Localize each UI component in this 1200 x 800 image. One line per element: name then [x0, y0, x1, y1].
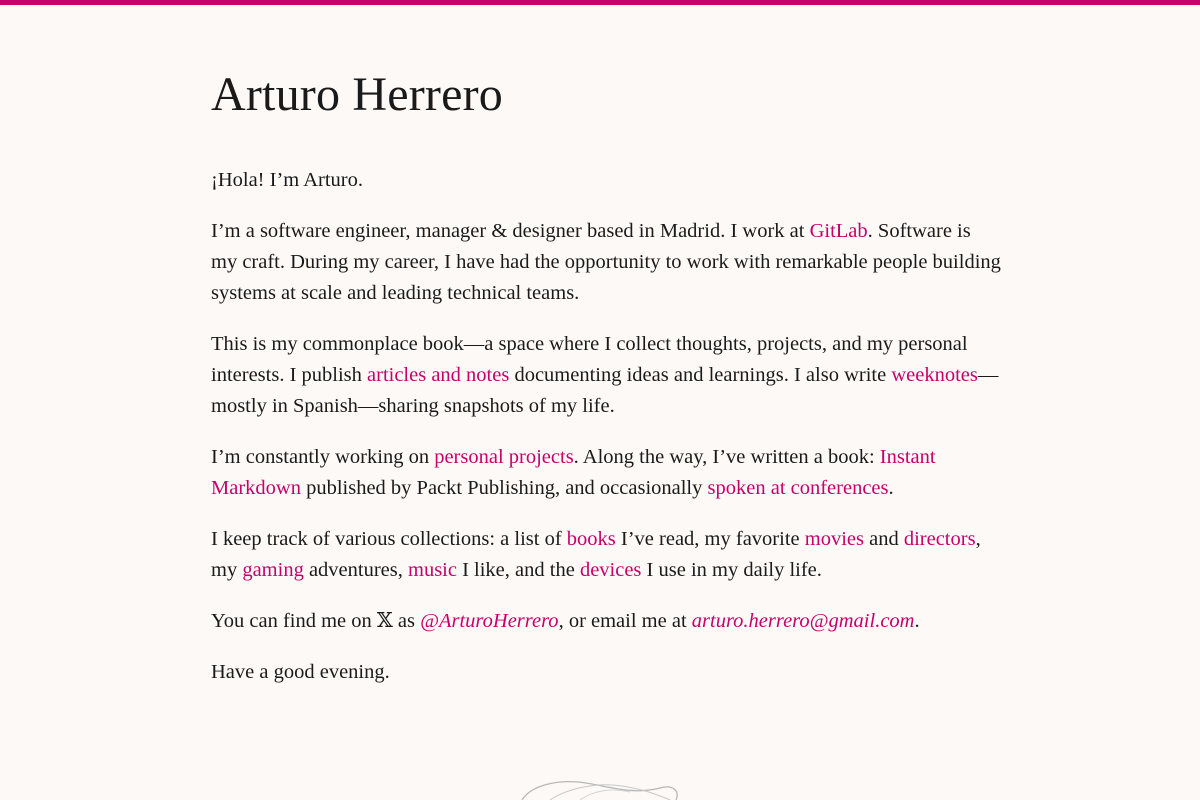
collections-text-4: , my: [211, 528, 981, 581]
personal-projects-link[interactable]: personal projects: [434, 446, 574, 468]
collections-paragraph: [211, 524, 1001, 586]
devices-link[interactable]: devices: [579, 559, 642, 581]
signature-flourish-icon: [510, 770, 690, 800]
projects-text-3: published by Packt Publishing, and occasionally: [300, 477, 708, 499]
articles-notes-link[interactable]: articles and notes: [367, 364, 510, 386]
conferences-link[interactable]: spoken at conferences: [707, 477, 889, 499]
commonplace-text-2: documenting ideas and learnings. I also write: [509, 364, 892, 386]
collections-text-5: adventures,: [303, 559, 408, 581]
collections-text-6: I like, and the: [456, 559, 580, 581]
commonplace-text-3: —mostly in Spanish—sharing snapshots of my life.: [211, 364, 999, 417]
commonplace-text-1: This is my commonplace book—a space where I collect thoughts, projects, and my personal interests. I publish: [211, 333, 968, 386]
projects-paragraph: [211, 442, 1001, 504]
music-link[interactable]: music: [408, 559, 457, 581]
greeting-paragraph: ¡Hola! I’m Arturo.: [211, 169, 363, 191]
about-text-1: I’m a software engineer, manager & designer based in Madrid. I work at: [211, 220, 810, 242]
projects-text-1: I’m constantly working on: [211, 446, 435, 468]
collections-text-3: and: [863, 528, 904, 550]
collections-text-7: I use in my daily life.: [641, 559, 822, 581]
contact-text-2: , or email me at: [558, 610, 692, 632]
intro-section: [211, 165, 1001, 688]
projects-text-2: . Along the way, I’ve written a book:: [573, 446, 880, 468]
gitlab-link[interactable]: GitLab: [809, 220, 868, 242]
about-text-2: . Software is my craft. During my career, I have had the opportunity to work with remarkable people building systems at scale and leading technical teams.: [211, 220, 1001, 304]
contact-text-3: .: [914, 610, 920, 632]
weeknotes-link[interactable]: weeknotes: [891, 364, 978, 386]
contact-text-1: You can find me on 𝕏 as: [211, 610, 421, 632]
projects-text-4: .: [888, 477, 894, 499]
email-link[interactable]: arturo.herrero@gmail.com: [691, 610, 915, 632]
x-handle-link[interactable]: @ArturoHerrero: [420, 610, 559, 632]
directors-link[interactable]: directors: [903, 528, 976, 550]
instant-markdown-link[interactable]: Instant Markdown: [211, 446, 936, 499]
page-title: Arturo Herrero: [211, 68, 503, 121]
collections-text-1: I keep track of various collections: a list of: [211, 528, 567, 550]
closing-paragraph: Have a good evening.: [211, 661, 390, 683]
about-paragraph: [211, 216, 1001, 309]
collections-text-2: I’ve read, my favorite: [615, 528, 805, 550]
books-link[interactable]: books: [566, 528, 616, 550]
main-content: [211, 64, 1001, 708]
movies-link[interactable]: movies: [804, 528, 864, 550]
contact-paragraph: [211, 606, 1001, 637]
top-accent-bar: [0, 0, 1200, 5]
commonplace-paragraph: [211, 329, 1001, 422]
gaming-link[interactable]: gaming: [242, 559, 304, 581]
